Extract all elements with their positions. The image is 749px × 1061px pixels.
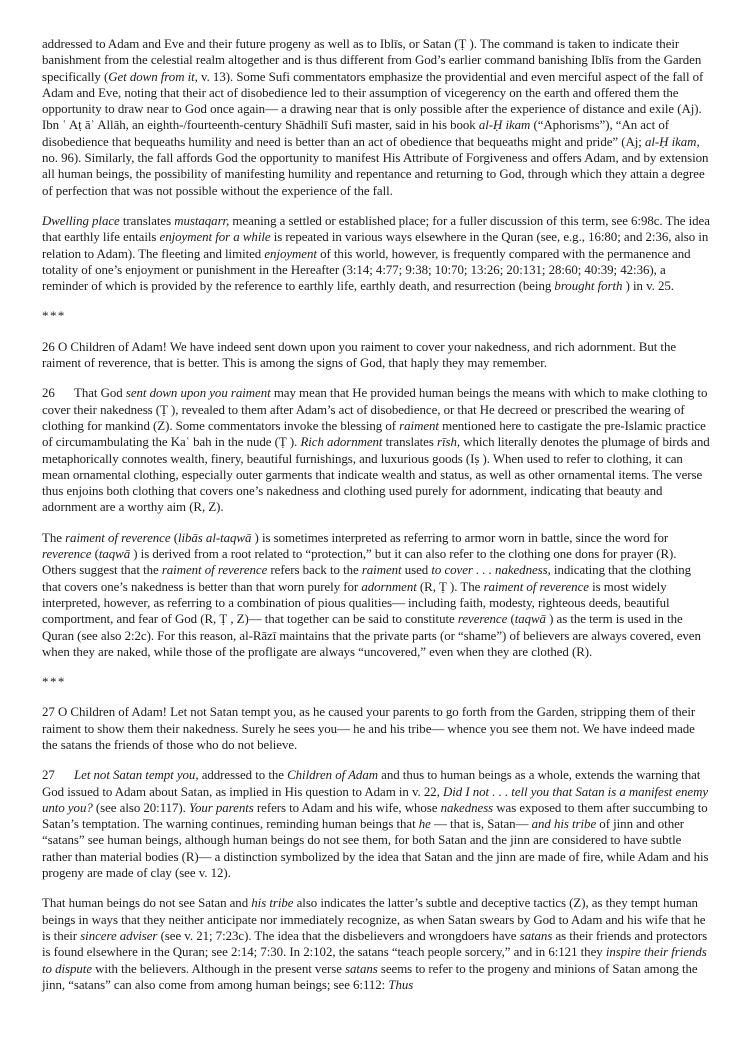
verse-26-commentary-raiment-of-reverence: The raiment of reverence (libās al-taqwā ) is sometimes interpreted as referring to armor worn in battle, since the word for reverence (taqwā ) is derived from a root related to “protection,” but it can also refer to the clothing one dons for prayer (R). Others suggest that the raiment of reverence refers back to the raiment used to cover . . . nakedness, indicating that the clothing that covers one’s nakedness is better than that worn purely for adornment (R, Ṭ ). The raiment of reverence is most widely interpreted, however, as referring to a combination of pious qualities— including faith, modesty, righteous deeds, beautiful comportment, and fear of God (R, Ṭ , Z)— that together can be said to constitute reverence (taqwā ) as the term is used in the Quran (see also 2:2c). For this reason, al-Rāzī maintains that the private parts (or “shame”) of believers are always covered, even when they are naked, while those of the profligate are always “uncovered,” even when they are clothed (R).: [42, 530, 701, 659]
verse-27-commentary-satans: That human beings do not see Satan and his tribe also indicates the latter’s subtle and deceptive tactics (Z), as they tempt human beings in ways that they neither anticipate nor immediately recognize, as when Satan swears by God to Adam and his wife that he is their sincere adviser (see v. 21; 7:23c). The idea that the disbelievers and wrongdoers have satans as their friends and protectors is found elsewhere in the Quran; see 2:14; 7:30. In 2:102, the satans “teach people sorcery,” and in 6:121 they inspire their friends to dispute with the believers. Although in the present verse satans seems to refer to the progeny and minions of Satan among the jinn, “satans” can also come from among human beings; see 6:112: Thus: [42, 896, 708, 992]
commentary-paragraph-v25: addressed to Adam and Eve and their future progeny as well as to Iblīs, or Satan (Ṭ ). The command is taken to indicate their banishment from the celestial realm altogether and is thus different from God’s earlier command banishing Iblīs from the Garden specifically (Get down from it, v. 13). Some Sufi commentators emphasize the providential and even merciful aspect of the fall of Adam and Eve, noting that their act of disobedience led to their assumption of vicegerency on the earth and offered them the opportunity to draw near to God once again— a drawing near that is only possible after the experience of distance and exile (Aj). Ibn ʿ Aṭ āʾ Allāh, an eighth-/fourteenth-century Shādhilī Sufi master, said in his book al-Ḥ ikam (“Aphorisms”), “An act of disobedience that bequeaths humility and need is better than an act of obedience that bequeaths might and pride” (Aj; al-Ḥ ikam, no. 96). Similarly, the fall affords God the opportunity to manifest His Attribute of Forgiveness and offers Adam, and by extension all human beings, the possibility of manifesting humility and repentance and returning to God, through which they attain a degree of perfection that was not possible without the experience of the fall.: [42, 37, 709, 198]
verse-27-commentary: 27 Let not Satan tempt you, addressed to the Children of Adam and thus to human beings as a whole, extends the warning that God issued to Adam about Satan, as implied in His question to Adam in v. 22, Did I not . . . tell you that Satan is a manifest enemy unto you? (see also 20:117). Your parents refers to Adam and his wife, whose nakedness was exposed to them after succumbing to Satan’s temptation. The warning continues, reminding human beings that he — that is, Satan— and his tribe of jinn and other “satans” see human beings, although human beings do not see them, for both Satan and the jinn are considered to have subtle rather than material bodies (R)— a distinction symbolized by the idea that Satan and the jinn are made of fire, while Adam and his progeny are made of clay (see v. 12).: [42, 768, 709, 881]
verse-27-text: 27 O Children of Adam! Let not Satan tempt you, as he caused your parents to go forth from the Garden, stripping them of their raiment to show them their nakedness. Surely he sees you— he and his tribe— whence you see them not. We have indeed made the satans the friends of those who do not believe.: [42, 705, 696, 752]
section-separator-1: ***: [42, 309, 66, 324]
verse-26-commentary: 26 That God sent down upon you raiment may mean that He provided human beings the means with which to make clothing to cover their nakedness (Ṭ ), revealed to them after Adam’s act of disobedience, or that He decreed or prescribed the wearing of clothing for mankind (Z). Some commentators invoke the blessing of raiment mentioned here to castigate the pre-Islamic practice of circumambulating the Kaʿ bah in the nude (Ṭ ). Rich adornment translates rīsh, which literally denotes the plumage of birds and metaphorically connotes wealth, finery, beautiful furnishings, and luxurious goods (Iṣ ). When used to refer to clothing, it can mean ornamental clothing, especially outer garments that indicate wealth and status, as well as other ornamental items. The verse thus enjoins both clothing that covers one’s nakedness and clothing used purely for adornment, indicating that beauty and adornment are a worthy aim (R, Z).: [42, 386, 710, 515]
commentary-paragraph-dwelling-place: Dwelling place translates mustaqarr, meaning a settled or established place; for a fuller discussion of this term, see 6:98c. The idea that earthly life entails enjoyment for a while is repeated in various ways elsewhere in the Quran (see, e.g., 16:80; and 2:36, also in relation to Adam). The fleeting and limited enjoyment of this world, however, is frequently compared with the permanence and totality of one’s enjoyment or punishment in the Hereafter (3:14; 4:77; 9:38; 10:70; 13:26; 20:131; 28:60; 40:39; 42:36), a reminder of which is provided by the reference to earthly life, earthly death, and resurrection (being brought forth ) in v. 25.: [42, 213, 710, 294]
verse-26-text: 26 O Children of Adam! We have indeed sent down upon you raiment to cover your nakedness, and rich adornment. But the raiment of reverence, that is better. This is among the signs of God, that haply they may remember.: [42, 339, 677, 371]
section-separator-2: ***: [42, 675, 66, 690]
